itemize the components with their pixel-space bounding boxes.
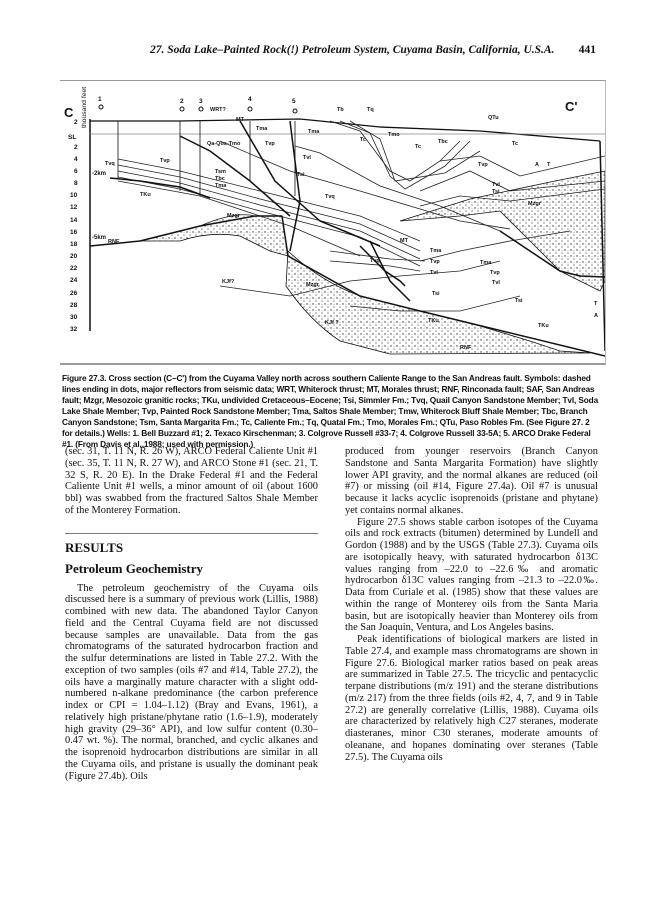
unit-label: Tb [337, 107, 344, 113]
unit-label: TKu [140, 192, 151, 198]
well-symbol-icon [99, 105, 103, 109]
paragraph: Peak identifications of biological markers are listed in Table 27.4, and example mass chromatograms are shown in Figure 27.6. Biological marker ratios based on peak areas are summarized in Table 27.5. The tricyclic and pentacyclic terpane distributions (m/z 191) and the sterane distributions (m/z 217) from the three fields (oils #2, 4, 7, and 9 in Table 27.2) are generally correlative (Lillis, 1988). Cuyama oils are characterized by relatively high C27 steranes, moderate diasteranes, minor C30 steranes, moderate amounts of oleanane, and hopanes dominating over steranes (Table 27.5). The Cuyama oils [345, 634, 598, 763]
tick-label: 22 [70, 265, 78, 272]
unit-label: Tvp [478, 162, 488, 168]
unit-label: TKu [428, 318, 439, 324]
unit-label: Tma [430, 248, 442, 254]
tick-label: SL [68, 134, 77, 141]
unit-label: Tvl [303, 155, 311, 161]
well-symbol-icon [293, 109, 297, 113]
unit-label: MT [236, 117, 244, 123]
caption-body: Symbols: dashed lines ending in dots, major reflectors from seismic data; WRT, Whiterock thrust; MT, Morales thrust; RNF, Rinconada fault; SAF, San Andreas fault; Mzgr, Mesozoic granitic rocks; TKu, undivided Cretaceous–Eocene; Tsi, Simmler Fm.; Tvq, Quail Canyon Sandstone Member; Tvl, Soda Lake Shale Member; Tvp, Painted Rock Sandstone Member; Tma, Saltos Shale Member; Tmw, Whiterock Bluff Shale Member; Tbc, Branch Canyon Sandstone; Tsm, Santa Margarita Fm.; Tc, Caliente Fm.; Tq, Quatal Fm.; Tmo, Morales Fm.; QTu, Paso Robles Fm. (See Figure 27. 2 for details.) Wells: 1. Bell Buzzard #1; 2. Texaco Kirschenman; 3. Colgrove Russell #33-7; 4. Colgrove Russell 33-5A; 5. ARCO Drake Federal #1. (From Davis et al.,1988; used with permission.) [62, 373, 599, 449]
unit-label: MT [400, 238, 408, 244]
well-label: 2 [180, 98, 184, 105]
unit-label: Tq [367, 107, 374, 113]
unit-label: Tsi [515, 298, 523, 304]
subsection-heading: Petroleum Geochemistry [65, 560, 204, 576]
well-label: 3 [199, 98, 203, 105]
unit-label: A [535, 162, 539, 168]
tick-label: 8 [74, 180, 78, 187]
section-divider [65, 533, 318, 534]
well-label: 4 [248, 96, 252, 103]
paragraph: The petroleum geochemistry of the Cuyama oils discussed here is a summary of previous work (Lillis, 1988) combined with new data. The abandoned Taylor Canyon field and the Central Cuyama field are not discussed because samples are unavailable. Data from the gas chromatograms of the saturated hydrocarbon fraction and the sulfur determinations are listed in Table 27.2. With the exception of two samples (oils #7 and #14, Table 27.2), the oils have a marginally mature character with a slight odd-numbered n-alkane predominance (the carbon preference index or CPI = 1.04–1.12) (Bray and Evans, 1961), a relatively high pristane/phytane ratio (1.6–1.9), moderately high gravity (29–36° API), and low sulfur content (0.30–0.47 wt. %). The normal, branched, and cyclic alkanes and the isoprenoid hydrocarbon distributions are similar in all the Cuyama oils, and pristane is usually the dominant peak (Figure 27.4b). Oils [65, 582, 318, 782]
unit-label: TKu [538, 323, 549, 329]
km-label: -2km [92, 171, 107, 177]
well-label: 5 [292, 98, 296, 105]
unit-label: Tvq [105, 161, 115, 167]
unit-label: Tsm [215, 169, 226, 175]
tick-label: 28 [70, 302, 78, 309]
km-label: -5km [92, 235, 107, 241]
unit-label: Tma [215, 183, 227, 189]
unit-label: QTu [488, 115, 499, 121]
unit-label: Tvq [325, 194, 335, 200]
unit-label: WRT? [210, 107, 226, 113]
caption-title: Figure 27.3. Cross section (C–C') from the Cuyama Valley north across southern Caliente Range to the San Andreas fault. [62, 373, 523, 383]
tick-label: 6 [74, 168, 78, 175]
unit-label: Tc [360, 137, 367, 143]
section-heading: RESULTS [65, 539, 124, 555]
tick-label: 18 [70, 241, 78, 248]
running-header [150, 44, 596, 56]
tick-label: 16 [70, 229, 78, 236]
unit-label: Tbc [438, 139, 448, 145]
unit-label: Tma [256, 126, 268, 132]
unit-label: Tvl [492, 280, 500, 286]
section-end-label: C' [565, 99, 578, 114]
unit-label: KJf ? [325, 320, 339, 326]
unit-label: Tvq [370, 258, 380, 264]
unit-label: Tc [415, 144, 422, 150]
unit-label: Tma [308, 129, 320, 135]
unit-label: Tvp [490, 270, 500, 276]
unit-label: RNF [460, 345, 472, 351]
unit-label: Tvl [492, 182, 500, 188]
unit-label: Qa-Qos-Tmo [207, 141, 241, 147]
unit-label: A [594, 313, 598, 319]
tick-label: 30 [70, 314, 78, 321]
depth-axis-unit: thousand feet [81, 86, 88, 128]
tick-label: 4 [74, 156, 78, 163]
paragraph: produced from younger reservoirs (Branch Canyon Sandstone and Santa Margarita Formation) have slightly lower API gravity, and the normal alkanes are reduced (oil #7) or missing (oil #14, Figure 27.4a). Oil #7 is unusual because it lacks acyclic isoprenoids (pristane and phytane) yet contains normal alkanes. [345, 446, 598, 516]
mzgr-body [286, 251, 590, 354]
tick-label: 2 [74, 144, 78, 151]
depth-ticks [68, 119, 78, 333]
tick-label: 20 [70, 253, 78, 260]
well-symbol-icon [199, 107, 203, 111]
tick-label: 32 [70, 326, 78, 333]
unit-label: Tbc [215, 176, 225, 182]
page-number: 441 [578, 44, 596, 56]
tick-label: 24 [70, 277, 78, 284]
unit-label: RNF [108, 239, 120, 245]
wells [98, 96, 297, 113]
unit-label: KJf? [222, 279, 235, 285]
cross-section-drawing [60, 81, 605, 363]
unit-label: Tsi [492, 189, 500, 195]
well-symbol-icon [180, 107, 184, 111]
unit-label: Mzgr [306, 282, 319, 288]
well-label: 1 [98, 96, 102, 103]
unit-label: Mzgr [227, 213, 240, 219]
left-column [65, 446, 318, 782]
well-symbol-icon [248, 107, 252, 111]
running-title: 27. Soda Lake–Painted Rock(!) Petroleum System, Cuyama Basin, California, U.S.A. [150, 44, 555, 56]
tick-label: 14 [70, 217, 78, 224]
unit-label: Tvp [430, 259, 440, 265]
ground-surface [90, 119, 600, 141]
paragraph: Figure 27.5 shows stable carbon isotopes of the Cuyama oils and rock extracts (bitumen) determined by Lundell and Gordon (1988) and by the USGS (Table 27.3). Cuyama oils are isotopically heavy, with saturated hydrocarbon δ13C values ranging from –22.0 to –22.6‰ and aromatic hydrocarbon δ13C values ranging from –21.3 to –22.0‰. Data from Curiale et al. (1985) show that these values are within the range of Monterey oils from the Santa Maria basin, but are isotopically heavier than Monterey oils from the San Joaquin, Ventura, and Los Angeles basins. [345, 516, 598, 634]
unit-label: Tma [480, 260, 492, 266]
unit-label: Tmo [388, 132, 400, 138]
tick-label: 26 [70, 290, 78, 297]
unit-label: Tsi [432, 291, 440, 297]
unit-label: T [594, 301, 598, 307]
section-start-label: C [64, 105, 74, 120]
unit-label: T [547, 162, 551, 168]
right-column [345, 446, 598, 763]
figure-cross-section [60, 80, 606, 365]
tick-label: 2 [74, 119, 78, 126]
tick-label: 12 [70, 204, 78, 211]
unit-label: Mzgr [528, 201, 541, 207]
unit-label: Tvp [265, 141, 275, 147]
unit-label: Tc [512, 141, 519, 147]
unit-label: Tsi [297, 172, 305, 178]
figure-caption [62, 373, 602, 450]
tick-label: 10 [70, 192, 78, 199]
unit-label: Tvp [160, 158, 170, 164]
unit-label: Tvl [430, 270, 438, 276]
paragraph: (sec. 31, T. 11 N, R. 26 W), ARCO Federal Caliente Unit #1 (sec. 35, T. 11 N, R. 27 W), and ARCO Stone #1 (sec. 21, T. 32 S, R. 20 E). In the Drake Federal #1 and the Federal Caliente Unit #1 wells, a minor amount of oil (about 1600 bbl) was swabbed from the fractured Saltos Shale Member of the Monterey Formation. [65, 446, 318, 516]
